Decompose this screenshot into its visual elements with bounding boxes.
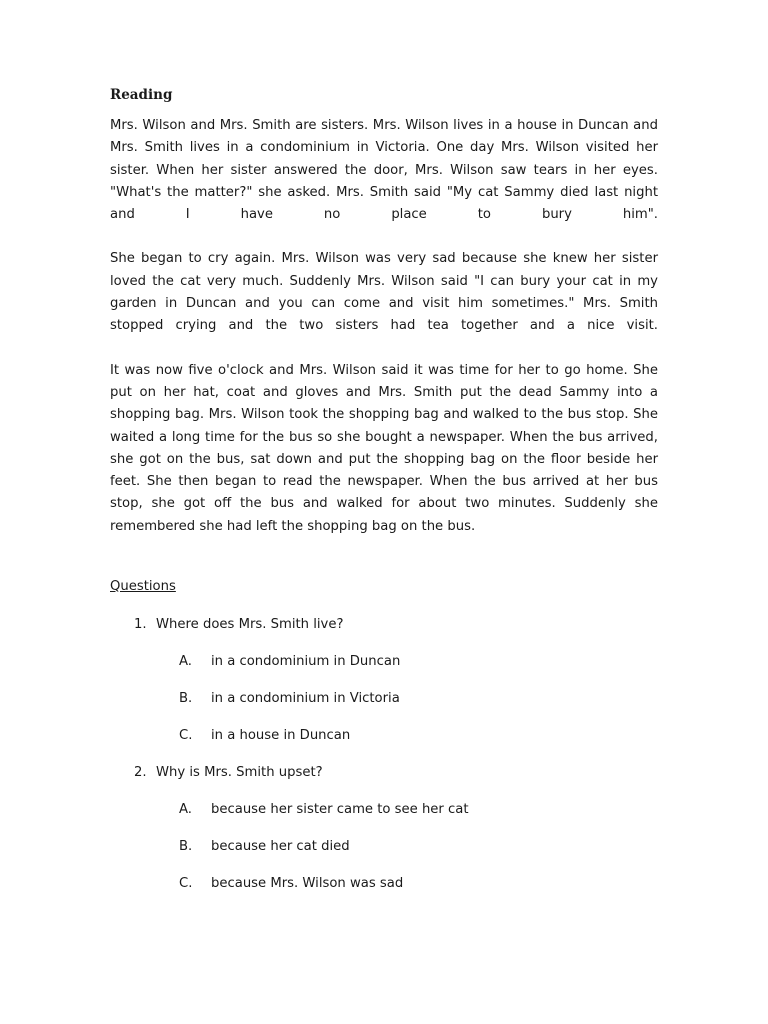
- paragraph-3: It was now five o'clock and Mrs. Wilson said it was time for her to go home. She put on her hat, coat and gloves and Mrs. Smith put the dead Sammy into a shopping bag. Mrs. Wilson took the shopping bag and walked to the bus stop. She waited a long time for the bus so she bought a newspaper. When the bus arrived, she got on the bus, sat down and put the shopping bag on the floor beside her feet. She then began to read the newspaper. When the bus arrived at her bus stop, she got off the bus and walked for about two minutes. Suddenly she remembered she had left the shopping bag on the bus.: [110, 362, 658, 534]
- option-letter: B.: [179, 839, 193, 855]
- question-stem: [110, 763, 658, 783]
- reading-heading: Reading: [110, 87, 173, 103]
- option-letter: C.: [179, 728, 193, 744]
- question-1: [110, 615, 658, 746]
- answer-option: [110, 874, 658, 894]
- answer-option: [110, 800, 658, 820]
- answer-option: [110, 837, 658, 857]
- option-letter: A.: [179, 802, 192, 818]
- paragraph-1: Mrs. Wilson and Mrs. Smith are sisters. Mrs. Wilson lives in a house in Duncan and Mrs. Smith lives in a condominium in Victoria. One day Mrs. Wilson visited her sister. When her sister answered the door, Mrs. Wilson saw tears in her eyes. "What's the matter?" she asked. Mrs. Smith said "My cat Sammy died last night and I have no place to bury him".: [110, 118, 658, 223]
- question-number: 1.: [134, 617, 147, 633]
- option-letter: C.: [179, 876, 193, 892]
- question-number: 2.: [134, 765, 147, 781]
- option-text: because Mrs. Wilson was sad: [211, 876, 404, 892]
- answer-option: [110, 689, 658, 709]
- document-page: [110, 84, 658, 894]
- option-letter: B.: [179, 691, 193, 707]
- option-text: in a condominium in Duncan: [211, 654, 401, 670]
- option-text: because her sister came to see her cat: [211, 802, 469, 818]
- answer-option: [110, 726, 658, 746]
- option-text: in a house in Duncan: [211, 728, 351, 744]
- answer-options: [110, 652, 658, 746]
- question-stem: [110, 615, 658, 635]
- option-letter: A.: [179, 654, 192, 670]
- answer-option: [110, 652, 658, 672]
- question-list: [110, 615, 658, 894]
- question-2: [110, 763, 658, 894]
- answer-options: [110, 800, 658, 894]
- question-text: Where does Mrs. Smith live?: [156, 617, 344, 633]
- option-text: because her cat died: [211, 839, 350, 855]
- paragraph-2: She began to cry again. Mrs. Wilson was very sad because she knew her sister loved the cat very much. Suddenly Mrs. Wilson said "I can bury your cat in my garden in Duncan and you can come and visit him sometimes." Mrs. Smith stopped crying and the two sisters had tea together and a nice visit.: [110, 251, 658, 334]
- option-text: in a condominium in Victoria: [211, 691, 400, 707]
- questions-heading: Questions: [110, 579, 176, 595]
- question-text: Why is Mrs. Smith upset?: [156, 765, 323, 781]
